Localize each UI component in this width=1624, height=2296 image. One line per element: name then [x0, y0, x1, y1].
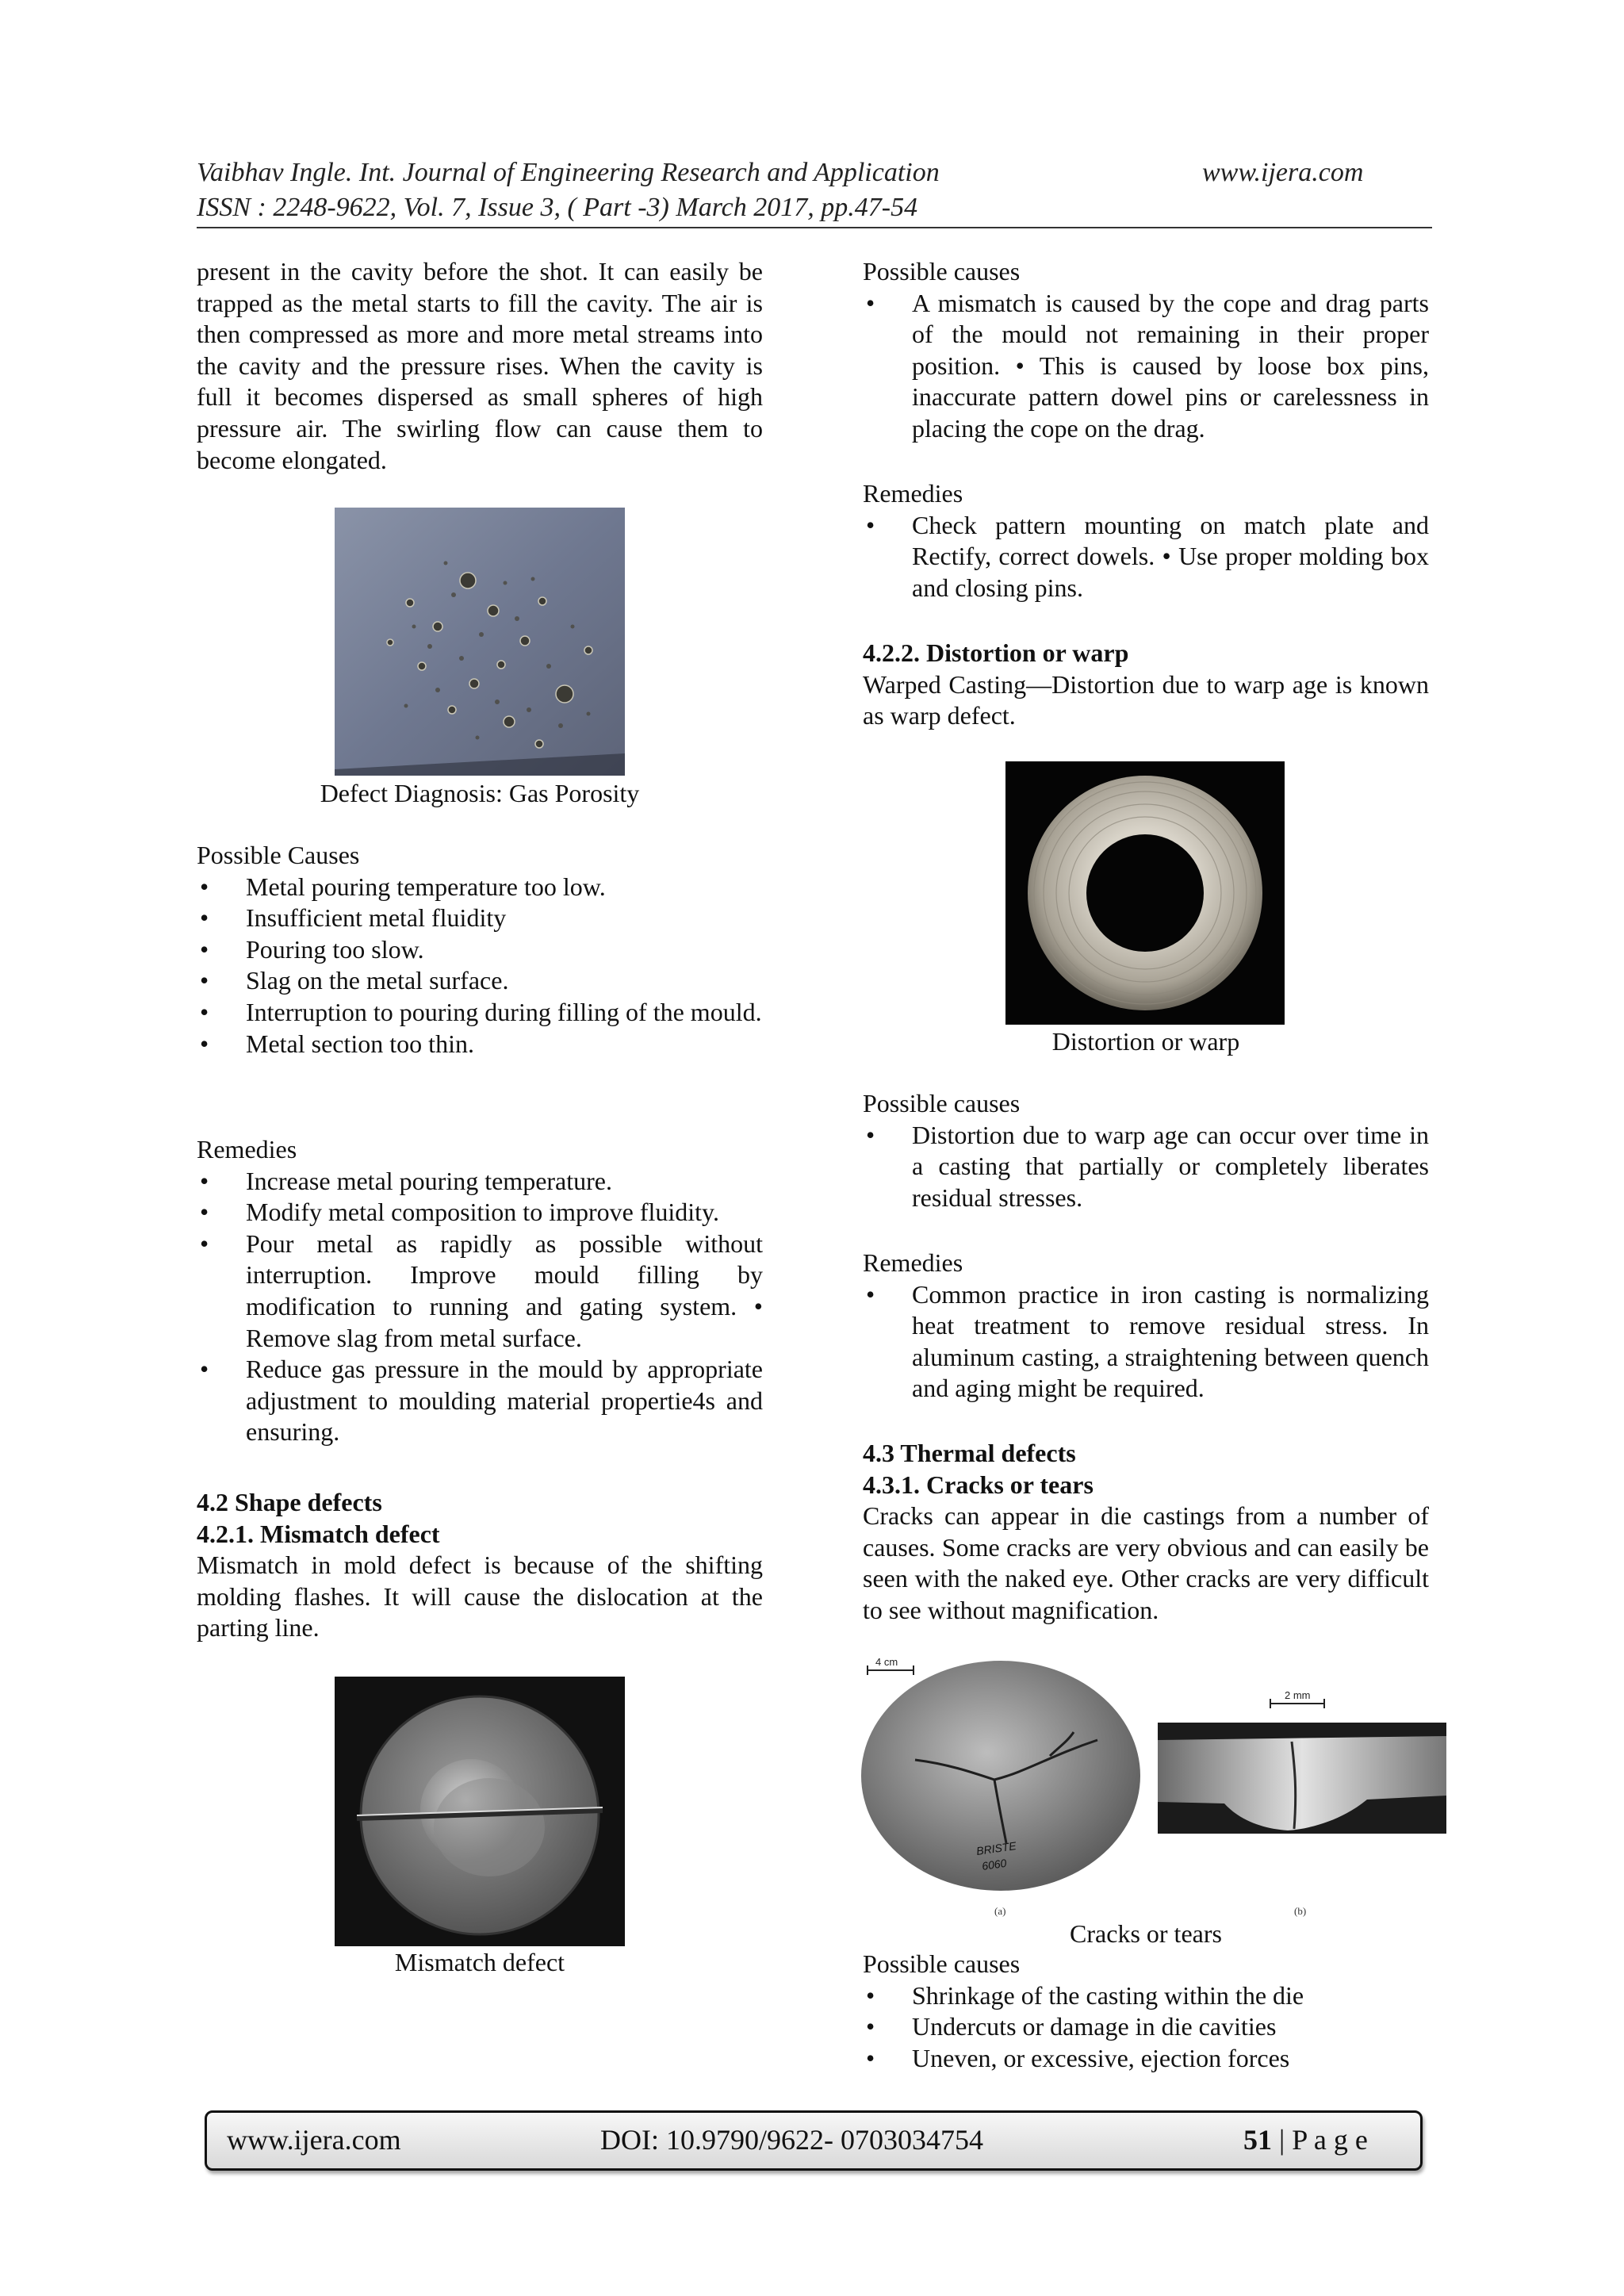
remedies-list [197, 1166, 763, 1448]
left-intro-block [197, 256, 763, 476]
possible-causes-heading: Possible causes [863, 1949, 1021, 1978]
right-causes-block [863, 256, 1429, 445]
figure-caption-distortion: Distortion or warp [1051, 1027, 1240, 1056]
subsection-heading-cracks: 4.3.1. Cracks or tears [863, 1470, 1094, 1499]
casting-stamp-line2: 6060 [981, 1856, 1008, 1872]
remedies-heading: Remedies [863, 479, 963, 508]
footer-doi: DOI: 10.9790/9622- 0703034754 [600, 2124, 983, 2156]
list-item: • Check pattern mounting on match plate and Rectify, correct dowels. • Use proper molding box and closing pins. [863, 510, 1429, 604]
subfigure-label-b: (b) [1294, 1905, 1307, 1917]
mismatch-paragraph: Mismatch in mold defect is because of the shifting molding flashes. It will cause the dislocation at the parting line. [197, 1550, 763, 1642]
list-item: • A mismatch is caused by the cope and drag parts of the mould not remaining in their proper position. • This is caused by loose box pins, inaccurate pattern dowel pins or carelessness in placing the cope on the drag. [863, 288, 1429, 445]
right-causes3-block [863, 1949, 1429, 2074]
warp-paragraph: Warped Casting—Distortion due to warp age is known as warp defect. [863, 669, 1429, 730]
section-heading-thermal-defects: 4.3 Thermal defects [863, 1439, 1076, 1467]
scale-label-a: 4 cm [875, 1656, 898, 1668]
right-causes2-block [863, 1088, 1429, 1213]
scale-label-b: 2 mm [1285, 1689, 1311, 1701]
section-heading-shape-defects: 4.2 Shape defects [197, 1488, 382, 1516]
remedies-heading: Remedies [197, 1135, 297, 1163]
journal-website: www.ijera.com [1202, 158, 1364, 187]
right-warp-block [863, 638, 1429, 732]
mismatch-defect-image [335, 1677, 625, 1946]
possible-causes-list [863, 1120, 1429, 1214]
distortion-warp-image [1005, 761, 1285, 1025]
list-item: • Insufficient metal fluidity [197, 903, 763, 934]
cracks-paragraph: Cracks can appear in die castings from a number of causes. Some cracks are very obvious and can easily be seen with the naked eye. Other cracks are very difficult to see without magnification. [863, 1501, 1429, 1624]
intro-paragraph: present in the cavity before the shot. It can easily be trapped as the metal starts to fill the cavity. The air is then compressed as more and more metal streams into the cavity and the pressure rises. When the cavity is full it becomes dispersed as small spheres of high pressure air. The swirling flow can cause them to become elongated. [197, 257, 763, 474]
issn-line: ISSN : 2248-9622, Vol. 7, Issue 3, ( Part -3) March 2017, pp.47-54 [197, 193, 918, 222]
list-item: • Shrinkage of the casting within the die [863, 1980, 1429, 2012]
possible-causes-list [197, 872, 763, 1060]
list-item: • Metal pouring temperature too low. [197, 872, 763, 903]
remedies-heading: Remedies [863, 1248, 963, 1277]
list-item: • Distortion due to warp age can occur over time in a casting that partially or completely liberates residual stresses. [863, 1120, 1429, 1214]
footer-page [1243, 2121, 1368, 2159]
casting-stamp-line1: BRISTE [975, 1839, 1017, 1857]
left-shape-defects-block [197, 1487, 763, 1644]
list-item: • Modify metal composition to improve fluidity. [197, 1197, 763, 1228]
left-causes-block [197, 840, 763, 1060]
subsection-heading-mismatch: 4.2.1. Mismatch defect [197, 1519, 440, 1548]
figure-caption-cracks: Cracks or tears [1070, 1919, 1222, 1948]
list-item: • Slag on the metal surface. [197, 965, 763, 997]
subfigure-label-a: (a) [994, 1905, 1006, 1917]
list-item: • Reduce gas pressure in the mould by appropriate adjustment to moulding material propertie4s and ensuring. [197, 1354, 763, 1448]
possible-causes-list [863, 288, 1429, 445]
list-item: • Pouring too slow. [197, 934, 763, 966]
remedies-list [863, 1279, 1429, 1405]
page-number: 51 [1243, 2124, 1272, 2156]
page-label: | P a g e [1272, 2124, 1368, 2156]
subsection-heading-distortion: 4.2.2. Distortion or warp [863, 638, 1129, 667]
possible-causes-heading: Possible causes [863, 257, 1021, 286]
remedies-list [863, 510, 1429, 604]
right-remedies-block [863, 478, 1429, 604]
figure-caption-gas-porosity: Defect Diagnosis: Gas Porosity [320, 779, 640, 807]
left-remedies-block [197, 1134, 763, 1448]
possible-causes-heading: Possible Causes [197, 841, 360, 869]
possible-causes-list [863, 1980, 1429, 2075]
list-item: • Uneven, or excessive, ejection forces [863, 2043, 1429, 2075]
gas-porosity-image [335, 508, 625, 776]
list-item: • Increase metal pouring temperature. [197, 1166, 763, 1198]
cracks-tears-image [860, 1653, 1446, 1922]
list-item: • Undercuts or damage in die cavities [863, 2011, 1429, 2043]
list-item: • Pour metal as rapidly as possible without interruption. Improve mould filling by modification to running and gating system. • Remove slag from metal surface. [197, 1228, 763, 1354]
footer-website: www.ijera.com [227, 2124, 401, 2156]
possible-causes-heading: Possible causes [863, 1089, 1021, 1117]
list-item: • Interruption to pouring during filling of the mould. [197, 997, 763, 1029]
right-thermal-block [863, 1438, 1429, 1627]
header-rule [197, 227, 1432, 228]
figure-caption-mismatch: Mismatch defect [394, 1948, 565, 1976]
list-item: • Metal section too thin. [197, 1029, 763, 1060]
right-remedies2-block [863, 1248, 1429, 1405]
journal-title: Vaibhav Ingle. Int. Journal of Engineering Research and Application [197, 158, 940, 187]
list-item: • Common practice in iron casting is normalizing heat treatment to remove residual stress. In aluminum casting, a straightening between quench and aging might be required. [863, 1279, 1429, 1405]
